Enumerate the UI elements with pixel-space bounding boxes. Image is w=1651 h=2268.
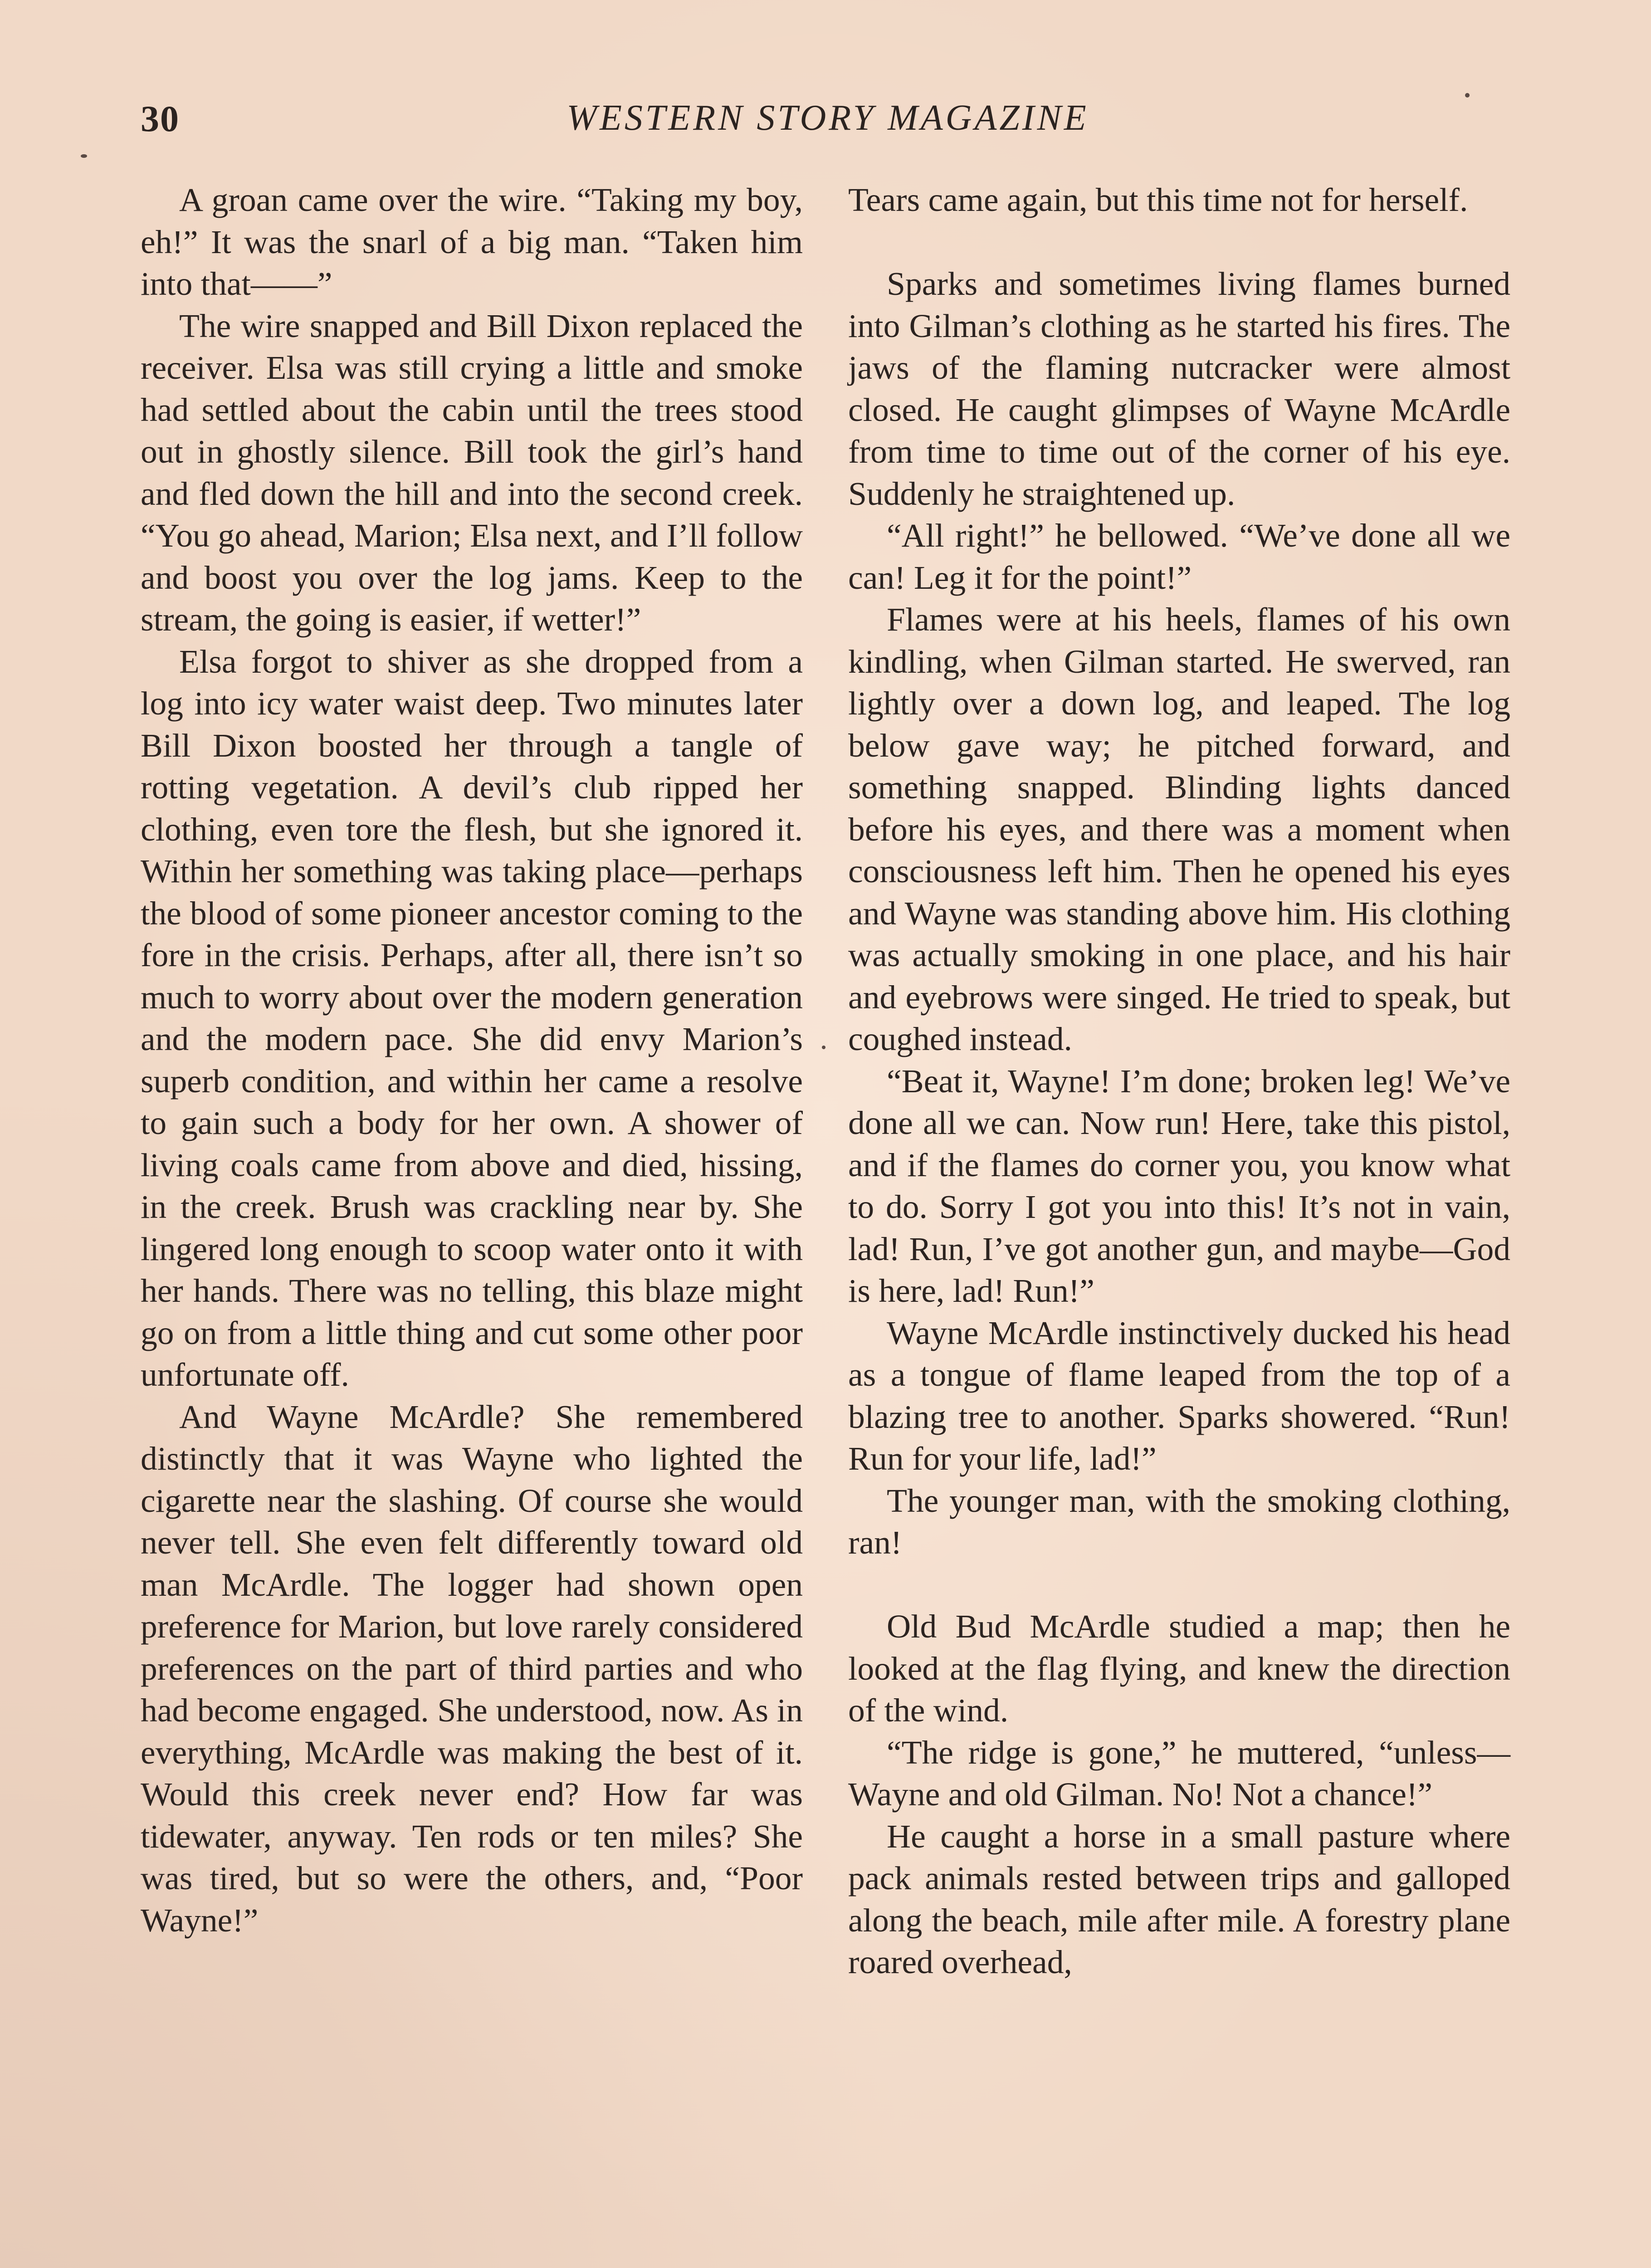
page-number: 30 — [141, 98, 180, 139]
paragraph: Wayne McArdle instinctively ducked his head as a tongue of flame leaped from the top of a blazing tree to another. Sparks showered. “Run! Run for your life, lad!” — [848, 1314, 1510, 1477]
paragraph: And Wayne McArdle? She remembered distinctly that it was Wayne who lighted the cigarette near the slashing. Of course she would never tell. She even felt differently toward old man McArdle. The logger had shown open preference for Marion, but love rarely considered preferences on the part of third parties and who had become engaged. She understood, now. As in everything, McArdle was making the best of it. Would this creek never end? How far was tidewater, anyway. Ten rods or ten miles? She was tired, but so were the others, and, “Poor Wayne!” — [141, 1398, 803, 1939]
paper-speck — [81, 154, 87, 158]
paragraph: Flames were at his heels, flames of his own kindling, when Gilman started. He swerved, ran lightly over a down log, and leaped. The log below gave way; he pitched forward, and something snapped. Blinding lights danced before his eyes, and there was a moment when consciousness left him. Then he opened his eyes and Wayne was standing above him. His clothing was actually smoking in one place, and his hair and eyebrows were singed. He tried to speak, but coughed instead. — [848, 601, 1510, 1057]
right-column — [848, 179, 1510, 1984]
paragraph: Sparks and sometimes living flames burned into Gilman’s clothing as he started his fires. The jaws of the flaming nutcracker were almost closed. He caught glimpses of Wayne McArdle from time to time out of the corner of his eye. Suddenly he straightened up. — [848, 265, 1510, 512]
paragraph: The wire snapped and Bill Dixon replaced the receiver. Elsa was still crying a little and smoke had settled about the cabin until the trees stood out in ghostly silence. Bill took the girl’s hand and fled down the hill and into the second creek. “You go ahead, Marion; Elsa next, and I’ll follow and boost you over the log jams. Keep to the stream, the going is easier, if wetter!” — [141, 307, 803, 638]
paragraph: “All right!” he bellowed. “We’ve done all we can! Leg it for the point!” — [848, 517, 1510, 596]
paragraph: The younger man, with the smoking clothing, ran! — [848, 1482, 1510, 1561]
paragraph: “Beat it, Wayne! I’m done; broken leg! We’ve done all we can. Now run! Here, take this pistol, and if the flames do corner you, you know what to do. Sorry I got you into this! It’s not in vain, lad! Run, I’ve got another gun, and maybe—God is here, lad! Run!” — [848, 1062, 1510, 1309]
paragraph: He caught a horse in a small pasture where pack animals rested between trips and galloped along the beach, mile after mile. A forestry plane roared overhead, — [848, 1818, 1510, 1980]
left-column — [141, 179, 803, 1941]
paragraph: Tears came again, but this time not for herself. — [848, 181, 1468, 218]
paragraph: Old Bud McArdle studied a map; then he looked at the flag flying, and knew the direction of the wind. — [848, 1608, 1510, 1729]
paper-speck — [1465, 93, 1470, 98]
paragraph: “The ridge is gone,” he muttered, “unless—Wayne and old Gilman. No! Not a chance!” — [848, 1734, 1510, 1813]
paragraph: A groan came over the wire. “Taking my boy, eh!” It was the snarl of a big man. “Taken him into that——” — [141, 181, 803, 302]
paper-speck — [822, 1046, 826, 1049]
page-header — [141, 98, 1515, 166]
paragraph: Elsa forgot to shiver as she dropped from a log into icy water waist deep. Two minutes later Bill Dixon boosted her through a tangle of rotting vegetation. A devil’s club ripped her clothing, even tore the flesh, but she ignored it. Within her something was taking place—perhaps the blood of some pioneer ancestor coming to the fore in the crisis. Perhaps, after all, there isn’t so much to worry about over the modern generation and the modern pace. She did envy Marion’s superb condition, and within her came a resolve to gain such a body for her own. A shower of living coals came from above and died, hissing, in the creek. Brush was crackling near by. She lingered long enough to scoop water onto it with her hands. There was no telling, this blaze might go on from a little thing and cut some other poor unfortunate off. — [141, 643, 803, 1393]
running-title: WESTERN STORY MAGAZINE — [567, 98, 1089, 138]
